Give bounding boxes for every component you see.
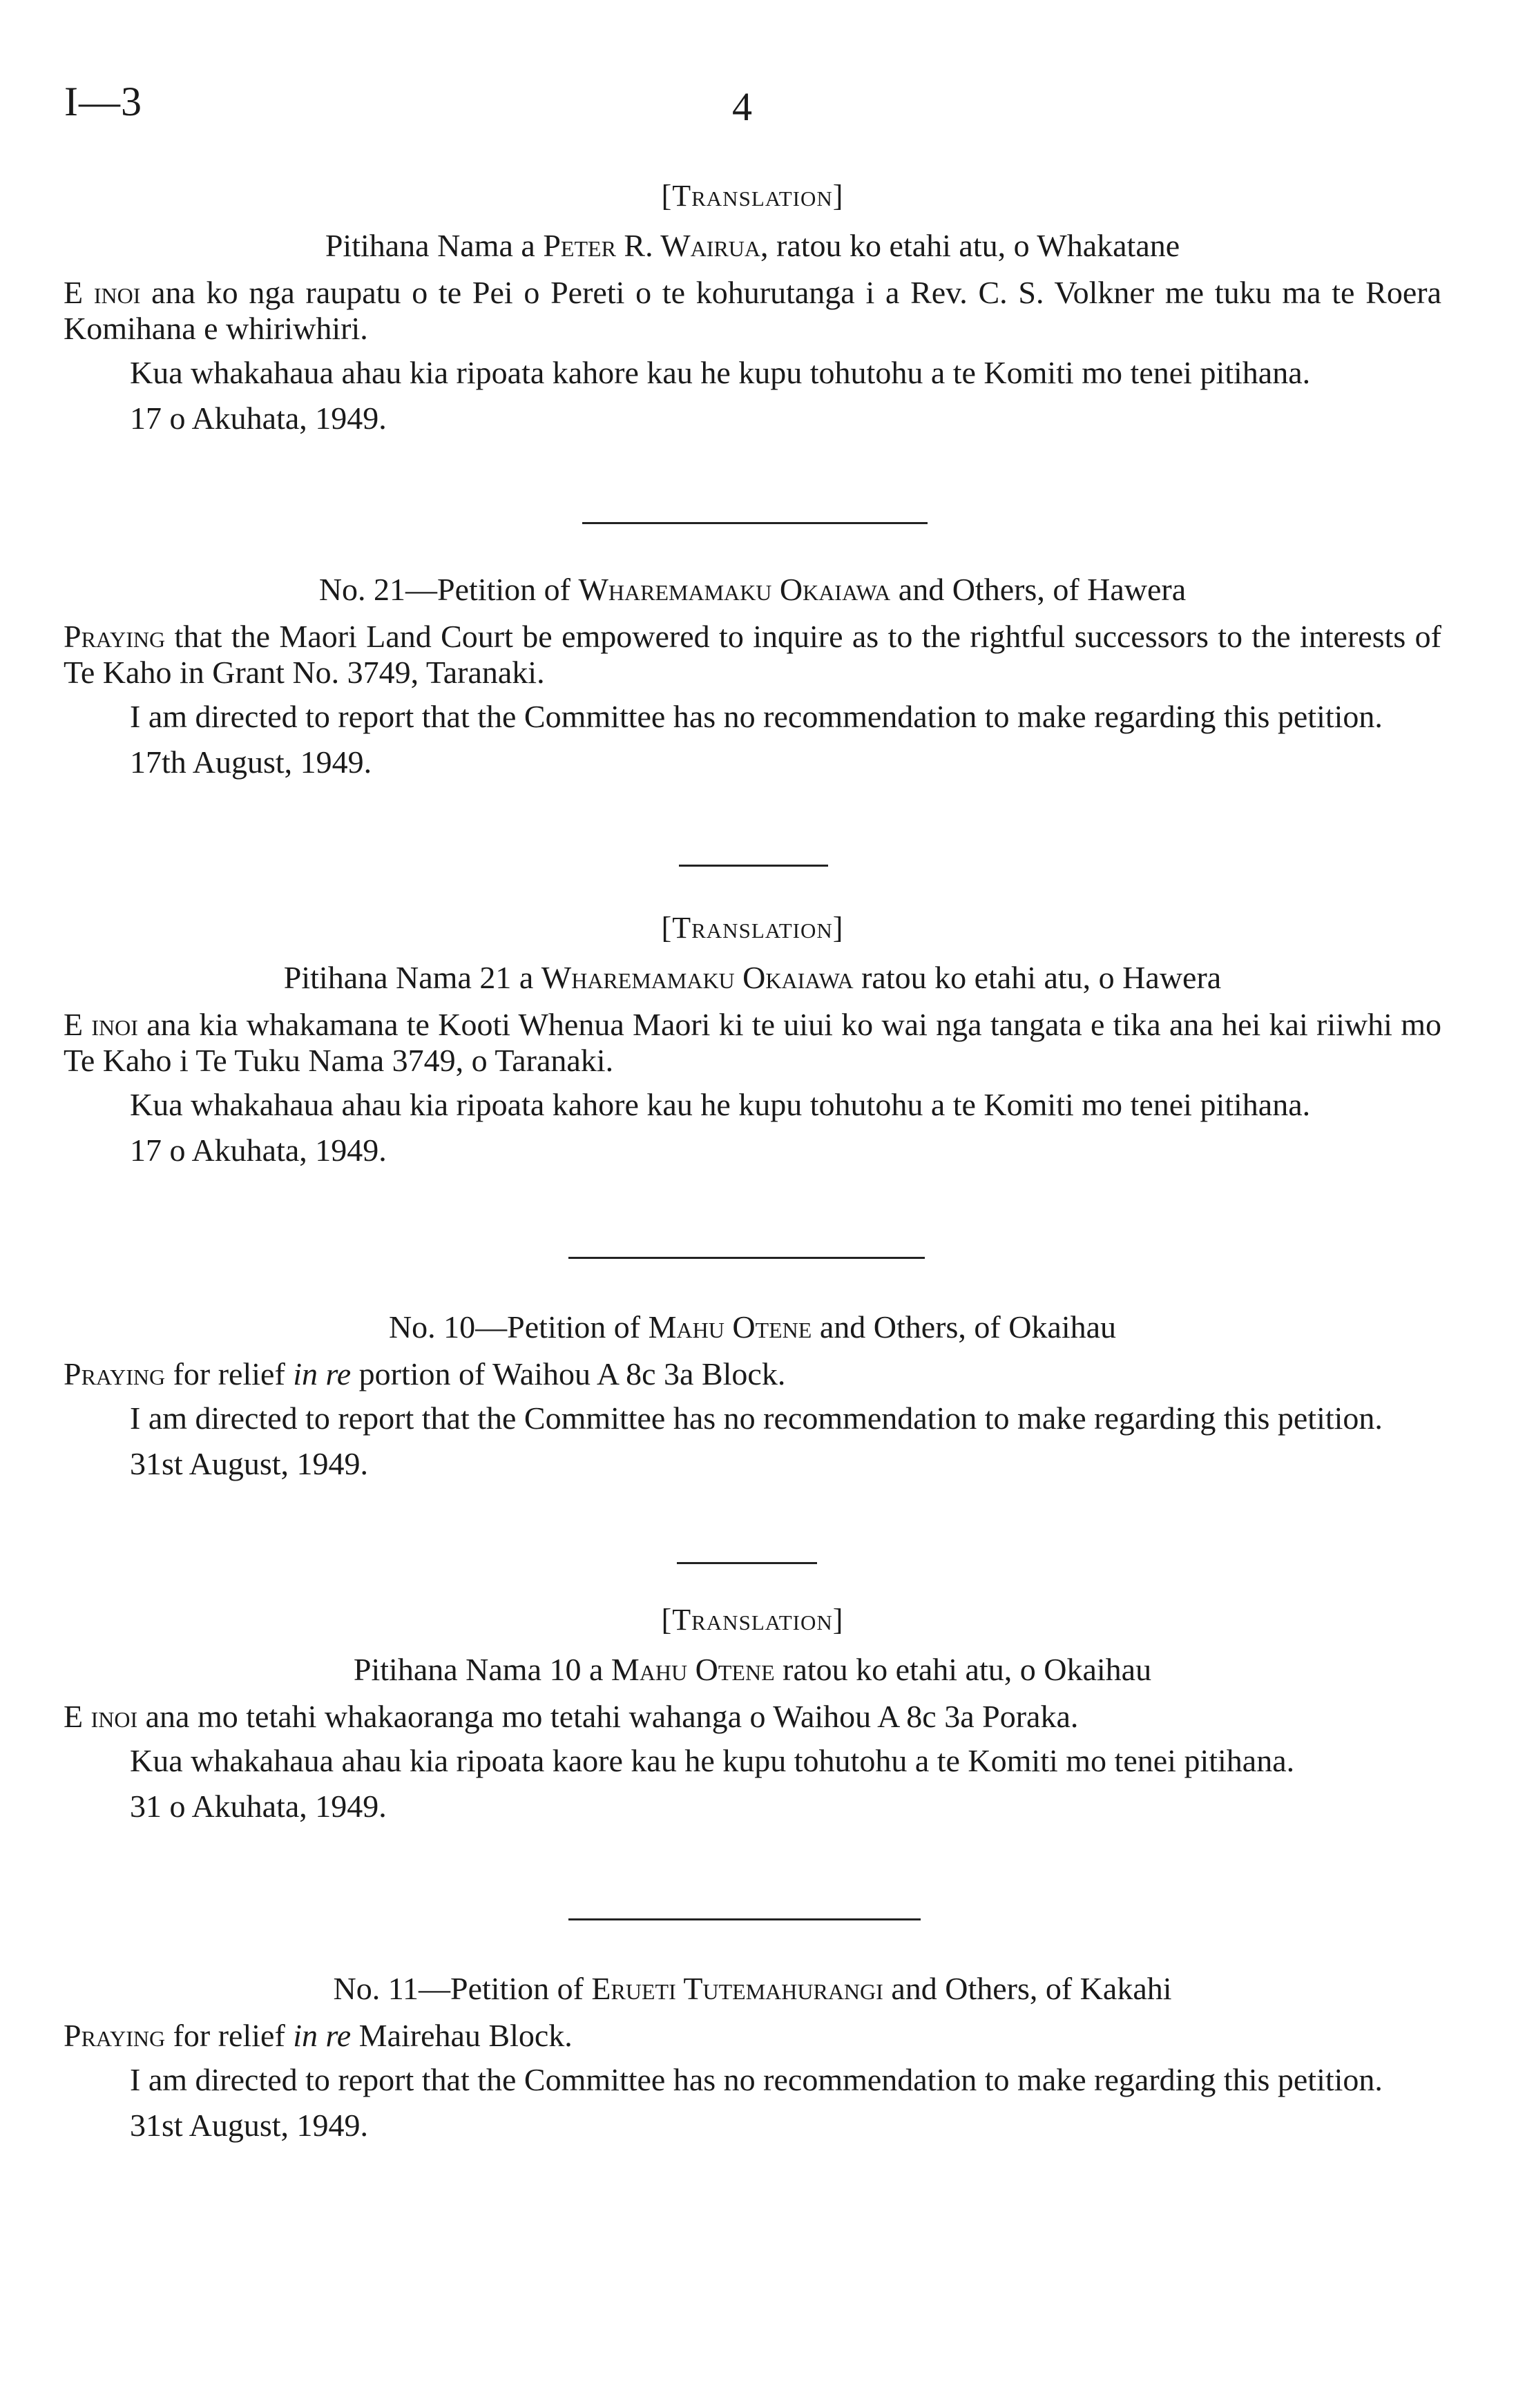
report-date: 31 o Akuhata, 1949. [130, 1789, 387, 1824]
heading-prefix: Pitihana Nama a [325, 228, 544, 263]
heading-prefix: Pitihana Nama 10 a [353, 1652, 611, 1687]
report-date: 31st August, 1949. [130, 1446, 369, 1481]
petition-heading [64, 1650, 1441, 1689]
petitioner-name: Erueti Tutemahurangi [591, 1971, 883, 2006]
prayer-text: ana ko nga raupatu o te Pei o Pereti o te kohurutanga i a Rev. C. S. Volkner me tuku ma te Roera Komihana e whiriwhiri. [64, 275, 1442, 346]
lead-word: Praying [64, 1356, 166, 1391]
petition-prayer [64, 1007, 1441, 1079]
lead-word: Praying [64, 2018, 166, 2053]
petition-heading [64, 959, 1441, 997]
petition-heading [64, 227, 1441, 265]
petition-block-4 [64, 1308, 1441, 1482]
heading-prefix: No. 10—Petition of [388, 1309, 649, 1345]
petition-heading [64, 570, 1441, 609]
translation-label: [Translation] [661, 911, 844, 945]
prayer-italic: in re [293, 2018, 352, 2053]
petition-prayer [64, 2018, 1441, 2054]
committee-report: I am directed to report that the Committee has no recommendation to make regarding this petition. [130, 699, 1383, 734]
translation-label: [Translation] [661, 179, 844, 213]
section-divider [568, 1257, 925, 1259]
heading-suffix: and Others, of Hawera [890, 572, 1187, 607]
prayer-text: ana kia whakamana te Kooti Whenua Maori ki te uiui ko wai nga tangata e tika ana hei kai riiwhi mo Te Kaho i Te Tuku Nama 3749, o Taranaki. [64, 1007, 1441, 1078]
petition-block-6 [64, 1969, 1441, 2144]
petition-block-2 [64, 570, 1441, 780]
petition-block-5 [64, 1602, 1441, 1824]
heading-prefix: No. 21—Petition of [318, 572, 579, 607]
heading-suffix: ratou ko etahi atu, o Okaihau [774, 1652, 1152, 1687]
report-date: 17 o Akuhata, 1949. [130, 401, 387, 436]
petition-prayer [64, 1699, 1441, 1735]
petition-heading [64, 1308, 1441, 1347]
committee-report: Kua whakahaua ahau kia ripoata kahore kau he kupu tohutohu a te Komiti mo tenei pitihana. [130, 355, 1311, 390]
committee-report: I am directed to report that the Committee has no recommendation to make regarding this petition. [130, 1400, 1383, 1436]
lead-word: E inoi [64, 1007, 138, 1042]
report-date: 31st August, 1949. [130, 2108, 369, 2143]
section-divider [679, 865, 828, 867]
report-date: 17 o Akuhata, 1949. [130, 1133, 387, 1168]
petitioner-name: Peter R. Wairua, [543, 228, 769, 263]
petitioner-name: Mahu Otene [611, 1652, 775, 1687]
document-reference: I—3 [64, 79, 142, 124]
prayer-text-a: for relief [165, 1356, 294, 1391]
heading-suffix: ratou ko etahi atu, o Whakatane [768, 228, 1180, 263]
prayer-text-b: portion of Waihou A 8c 3a Block. [351, 1356, 786, 1391]
petition-prayer [64, 1356, 1441, 1392]
committee-report: Kua whakahaua ahau kia ripoata kahore kau he kupu tohutohu a te Komiti mo tenei pitihana. [130, 1087, 1311, 1122]
prayer-text: that the Maori Land Court be empowered to inquire as to the rightful successors to the interests of Te Kaho in Grant No. 3749, Taranaki. [64, 619, 1441, 690]
report-date: 17th August, 1949. [130, 744, 372, 780]
prayer-text-a: for relief [165, 2018, 294, 2053]
heading-suffix: ratou ko etahi atu, o Hawera [853, 960, 1222, 995]
petition-heading [64, 1969, 1441, 2008]
heading-suffix: and Others, of Okaihau [812, 1309, 1117, 1345]
petitioner-name: Wharemamaku Okaiawa [541, 960, 854, 995]
section-divider [582, 522, 928, 524]
lead-word: E inoi [64, 1699, 138, 1734]
prayer-text-b: Mairehau Block. [351, 2018, 573, 2053]
section-divider [568, 1918, 921, 1920]
petition-prayer [64, 275, 1441, 347]
section-divider [677, 1562, 817, 1564]
committee-report: I am directed to report that the Committee has no recommendation to make regarding this petition. [130, 2062, 1383, 2097]
petition-block-3 [64, 910, 1441, 1168]
petition-prayer [64, 619, 1441, 691]
prayer-italic: in re [293, 1356, 352, 1391]
lead-word: Praying [64, 619, 166, 654]
heading-prefix: Pitihana Nama 21 a [283, 960, 541, 995]
prayer-text: ana mo tetahi whakaoranga mo tetahi wahanga o Waihou A 8c 3a Poraka. [137, 1699, 1079, 1734]
lead-word: E inoi [64, 275, 141, 310]
translation-label: [Translation] [661, 1603, 844, 1637]
petitioner-name: Mahu Otene [648, 1309, 812, 1345]
page-number: 4 [732, 84, 752, 129]
heading-prefix: No. 11—Petition of [333, 1971, 592, 2006]
heading-suffix: and Others, of Kakahi [883, 1971, 1172, 2006]
petitioner-name: Wharemamaku Okaiawa [578, 572, 891, 607]
committee-report: Kua whakahaua ahau kia ripoata kaore kau he kupu tohutohu a te Komiti mo tenei pitihana. [130, 1743, 1295, 1778]
petition-block-1 [64, 178, 1441, 436]
